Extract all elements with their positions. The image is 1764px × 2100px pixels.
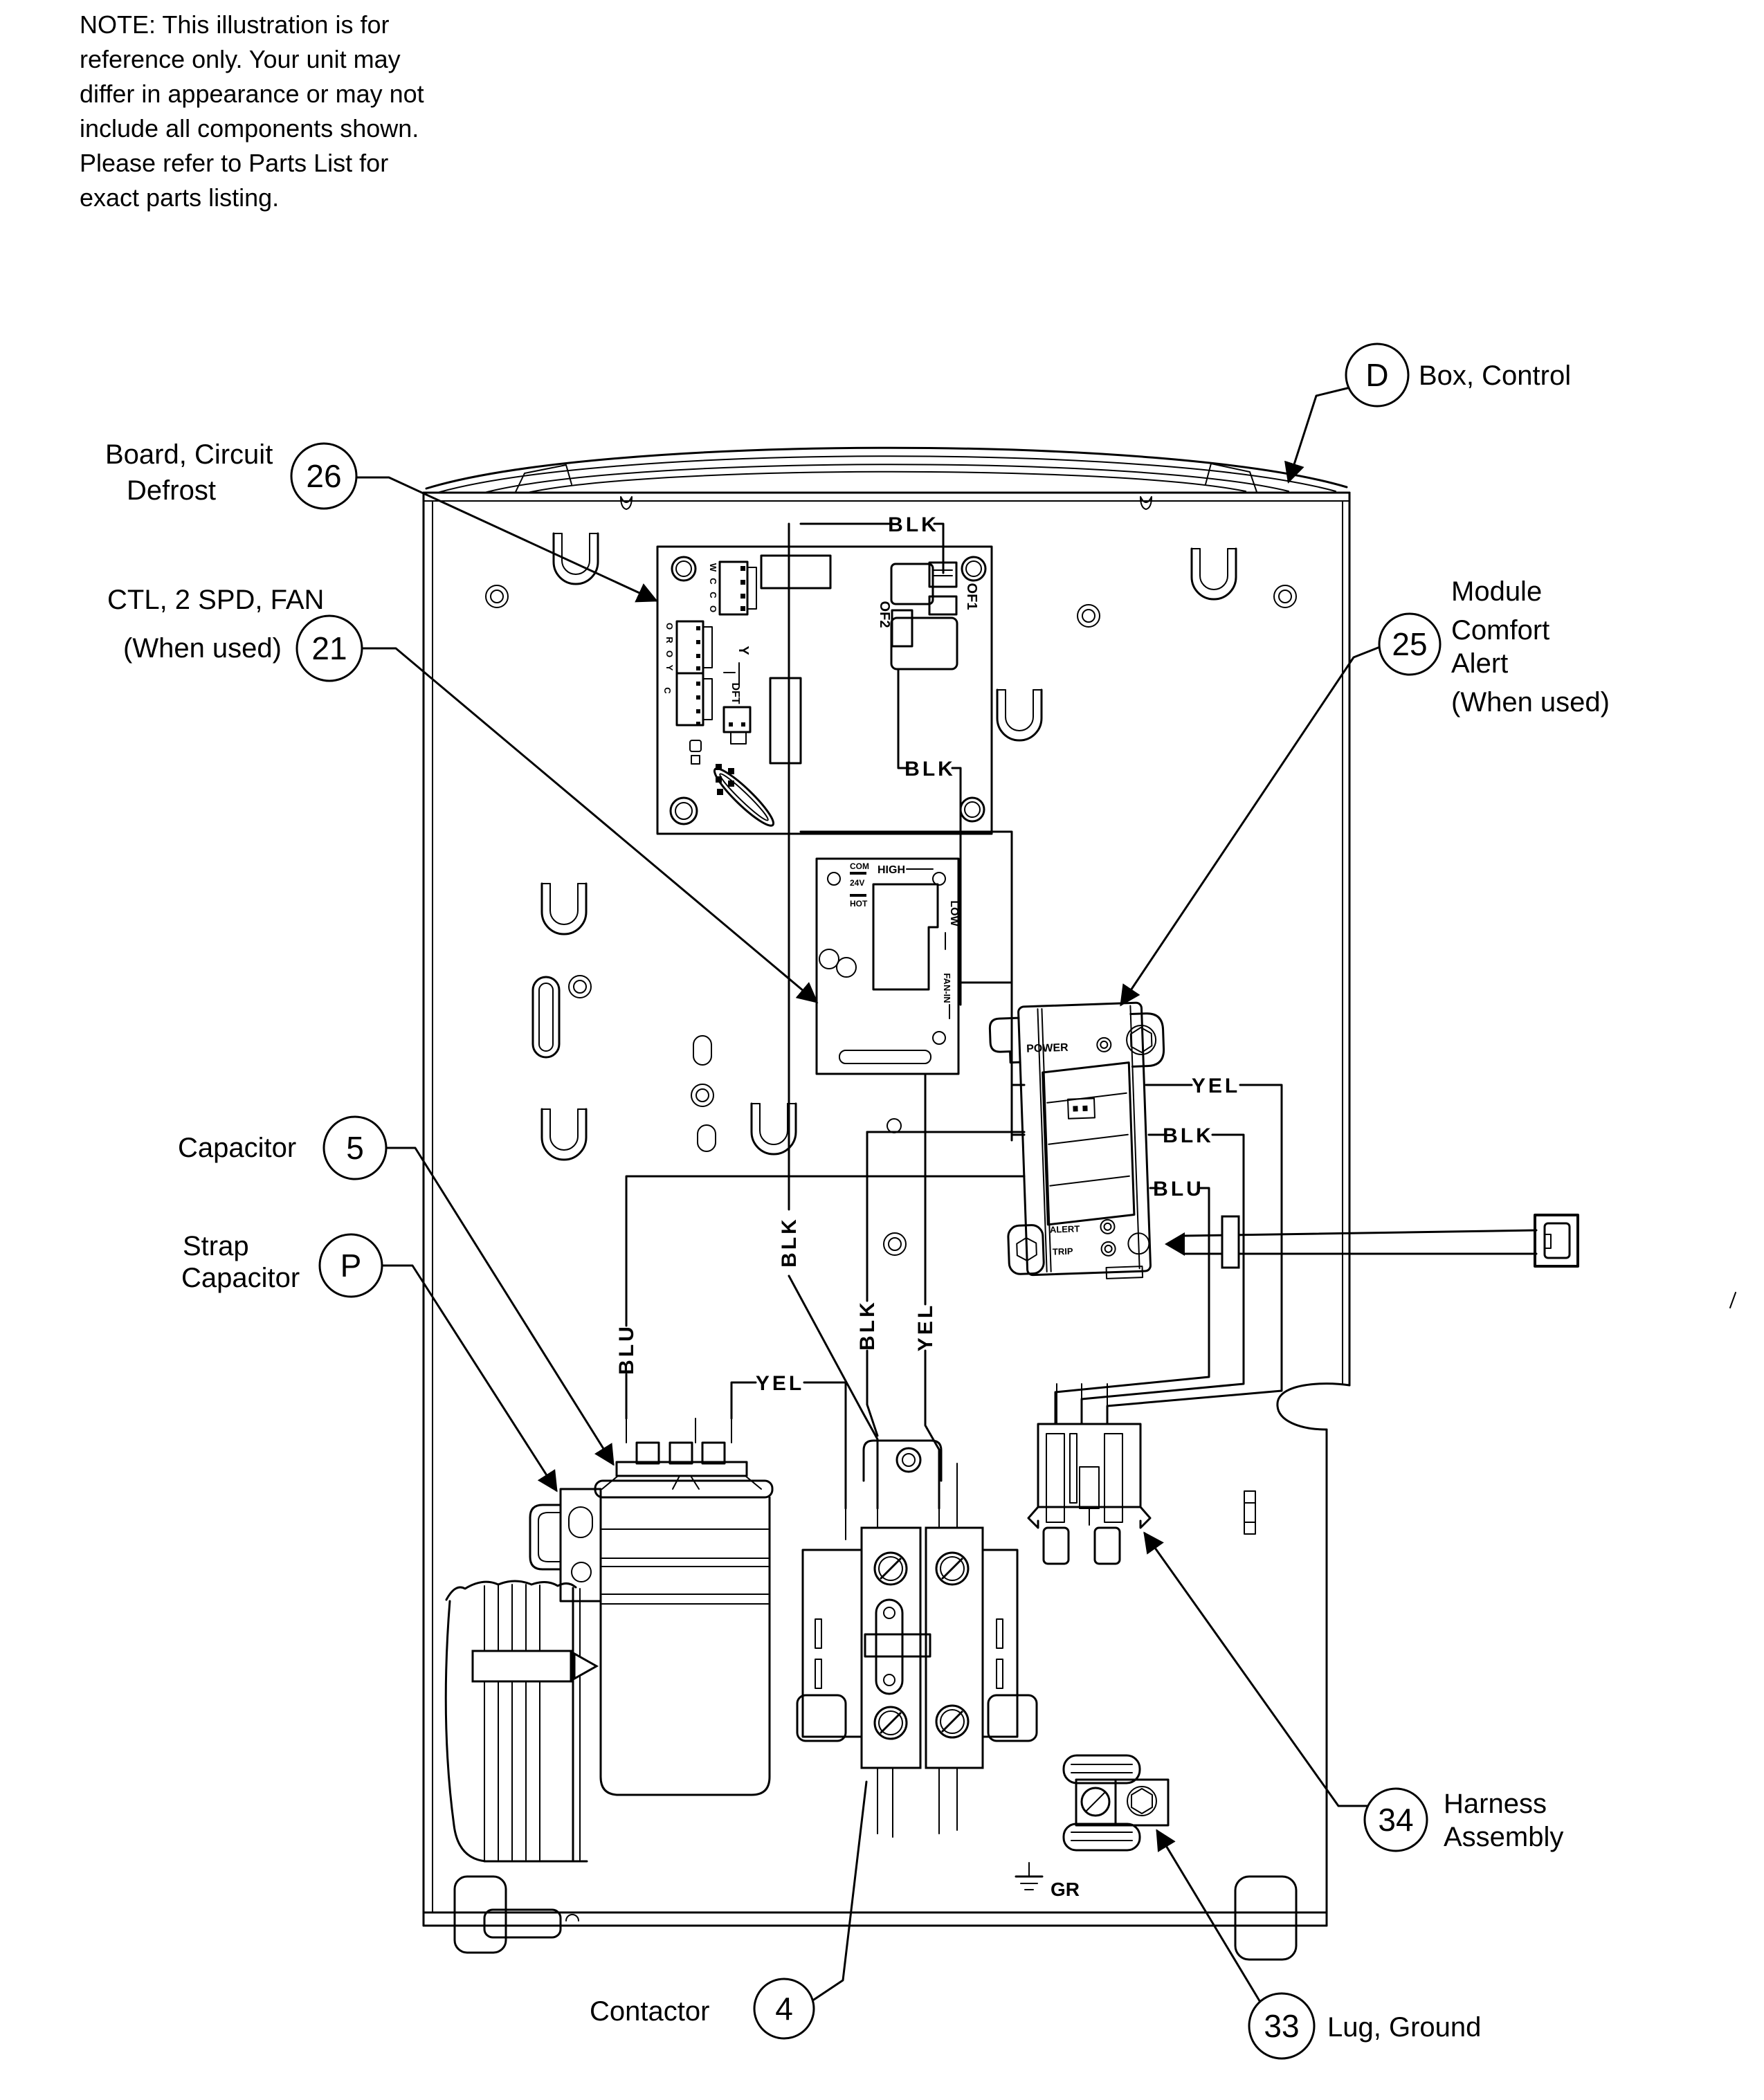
- contactor-screw: [875, 1707, 907, 1739]
- stadium-slot: [533, 977, 559, 1057]
- keyhole-slot: [997, 690, 1042, 740]
- contactor-screw: [936, 1706, 968, 1737]
- pin-label: Y: [664, 664, 675, 671]
- callout-label: Lug, Ground: [1327, 2012, 1482, 2043]
- fan-label-hot: HOT: [850, 899, 868, 909]
- relay-terminal: [892, 610, 912, 646]
- callout-contactor: [590, 1782, 866, 2038]
- ground-label: GR: [1051, 1879, 1080, 1900]
- note-line: include all components shown.: [80, 114, 419, 143]
- contactor-pole: [926, 1528, 983, 1768]
- wire-label-blk: BLK: [1163, 1124, 1214, 1147]
- callout-strap-capacitor: [181, 1231, 556, 1490]
- right-edge-notch: [1277, 1384, 1349, 1430]
- board-component: [724, 707, 750, 732]
- callout-ref: 33: [1264, 2008, 1300, 2044]
- pin-label: C: [708, 592, 718, 599]
- fan-label-low: LOW: [948, 900, 960, 926]
- wire-label-yel: YEL: [755, 1372, 805, 1395]
- capacitor-rim: [595, 1481, 772, 1497]
- trip-led: [1101, 1241, 1116, 1256]
- oval-slot: [698, 1125, 716, 1151]
- capacitor-terminal: [637, 1443, 659, 1463]
- top-tab: [1140, 497, 1152, 509]
- callout-harness: [1145, 1533, 1563, 1852]
- wire-label-blu: BLU: [1153, 1178, 1204, 1200]
- lug-body: [1076, 1780, 1168, 1825]
- note-block: [80, 10, 424, 212]
- board-label-dft: DFT: [729, 682, 741, 704]
- pin-label: O: [664, 650, 675, 658]
- strap-slot: [569, 1507, 592, 1537]
- wire-label-yel: YEL: [914, 1302, 937, 1352]
- small-hole: [887, 1119, 901, 1133]
- callout-label: (When used): [123, 633, 282, 664]
- fan-label-24v: 24V: [850, 878, 865, 888]
- plug-wing: [1140, 1507, 1150, 1528]
- board-jumper: [709, 763, 779, 831]
- keyhole-slot: [542, 1109, 586, 1160]
- box-foot: [1235, 1877, 1296, 1960]
- callout-box-control: [1289, 344, 1571, 482]
- board-slot: [839, 1050, 931, 1063]
- wire-label-blu: BLU: [615, 1324, 638, 1375]
- callout-ref: P: [340, 1248, 362, 1284]
- contactor-foot: [797, 1695, 846, 1741]
- plug-leg: [1095, 1528, 1120, 1564]
- wire-label-blk: BLK: [888, 513, 939, 536]
- stadium-slot-inner: [539, 983, 553, 1051]
- callout-ref: 21: [311, 630, 347, 666]
- note-line: differ in appearance or may not: [80, 80, 424, 108]
- module-connector: [1068, 1098, 1095, 1118]
- screw-hole: [691, 1084, 713, 1106]
- relay-label-of1: OF1: [964, 583, 979, 610]
- callout-label: Defrost: [127, 475, 216, 506]
- callout-label: Harness: [1444, 1789, 1547, 1819]
- module-clip: [990, 1018, 1020, 1063]
- plug-leg: [1044, 1528, 1069, 1564]
- capacitor-terminal: [670, 1443, 692, 1463]
- contactor-pole: [862, 1528, 920, 1768]
- plug-wing: [1028, 1507, 1038, 1528]
- fin-crossbar: [473, 1651, 571, 1681]
- alert-led: [1100, 1219, 1115, 1234]
- callout-label: CTL, 2 SPD, FAN: [107, 585, 325, 615]
- wire-label-blk: BLK: [856, 1299, 879, 1351]
- callout-label: Board, Circuit: [105, 439, 273, 470]
- wire-label-blk: BLK: [778, 1216, 801, 1268]
- module-label-power: POWER: [1026, 1041, 1069, 1055]
- module-ear: [1131, 1013, 1165, 1067]
- keyhole-slot: [554, 533, 598, 584]
- fan-label-high: HIGH: [878, 864, 905, 876]
- callout-label: Capacitor: [181, 1263, 300, 1293]
- board-component: [770, 678, 801, 763]
- fan-label-fan-in: FAN-IN: [942, 973, 952, 1003]
- harness-plug: [1028, 1384, 1150, 1564]
- box-foot: [455, 1877, 506, 1953]
- callout-comfort-module: [1121, 576, 1610, 1005]
- capacitor: [595, 1418, 772, 1795]
- note-line: Please refer to Parts List for: [80, 149, 389, 177]
- fan-label-com: COM: [850, 861, 869, 871]
- board-component: [761, 556, 830, 588]
- keyhole-slot: [1192, 549, 1236, 599]
- fan-control-board: [817, 859, 960, 1074]
- module-label-trip: TRIP: [1052, 1245, 1073, 1257]
- callout-ref: D: [1365, 357, 1389, 393]
- contactor-flange-left: [803, 1550, 862, 1737]
- pin-label: C: [662, 687, 673, 694]
- callout-label: Comfort: [1451, 615, 1550, 646]
- strap-clip: [530, 1505, 561, 1569]
- callout-label: Box, Control: [1419, 360, 1572, 391]
- ground-lug: [1016, 1755, 1168, 1900]
- capacitor-terminal: [702, 1443, 725, 1463]
- fin-arrow: [574, 1654, 597, 1679]
- callout-ground-lug: [1157, 1831, 1481, 2058]
- wiring: [615, 513, 1282, 1508]
- defrost-circuit-board: [657, 547, 992, 834]
- callout-defrost-board: [105, 439, 656, 601]
- fin-section: [446, 1581, 597, 1861]
- wire-label-blk: BLK: [904, 758, 956, 780]
- power-led: [1097, 1038, 1111, 1052]
- callout-ref: 4: [775, 1991, 793, 2027]
- callout-ref: 25: [1392, 626, 1428, 662]
- board-cutout: [873, 884, 938, 989]
- pin-label: O: [664, 622, 675, 630]
- callout-label: Capacitor: [178, 1133, 297, 1163]
- relay-label-of2: OF2: [877, 601, 892, 628]
- callout-label: Contactor: [590, 1996, 710, 2027]
- contactor: [797, 1441, 1037, 1837]
- note-line: NOTE: This illustration is for: [80, 10, 390, 39]
- screw-hole: [1078, 605, 1100, 627]
- comfort-alert-module: [989, 1002, 1172, 1282]
- note-line: exact parts listing.: [80, 183, 280, 212]
- callout-ref: 5: [346, 1130, 364, 1166]
- strap-hole: [572, 1562, 591, 1582]
- contactor-screw: [875, 1553, 907, 1585]
- contactor-screw: [936, 1553, 968, 1585]
- relay: [891, 564, 933, 604]
- contactor-foot: [988, 1695, 1037, 1741]
- callout-label: Strap: [183, 1231, 249, 1261]
- ground-symbol-icon: [1016, 1863, 1042, 1890]
- pin-label: O: [708, 605, 718, 613]
- note-line: reference only. Your unit may: [80, 45, 401, 73]
- top-tab: [621, 497, 632, 509]
- callout-ref: 34: [1378, 1802, 1414, 1838]
- capacitor-body: [601, 1497, 770, 1795]
- small-slot: [1244, 1491, 1255, 1534]
- screw-hole: [1274, 585, 1296, 608]
- callout-ref: 26: [306, 458, 342, 494]
- callouts: [105, 344, 1610, 2058]
- harness-clip: [1222, 1216, 1239, 1268]
- callout-label: Assembly: [1444, 1822, 1564, 1852]
- lug-strap: [1064, 1824, 1140, 1850]
- box-foot-bar: [484, 1910, 561, 1937]
- screw-hole: [486, 585, 508, 608]
- harness-arrow: [1165, 1232, 1185, 1256]
- board-label-y: Y: [736, 646, 751, 655]
- pin-label: C: [708, 578, 718, 585]
- screw-hole: [569, 976, 591, 998]
- callout-fan-ctl: [107, 585, 817, 1002]
- oval-slot: [693, 1036, 711, 1065]
- stray-mark: [1730, 1293, 1736, 1308]
- pin-label: W: [708, 563, 718, 572]
- keyhole-slot: [542, 884, 586, 934]
- module-label-alert: ALERT: [1049, 1223, 1080, 1235]
- wire-label-yel: YEL: [1191, 1075, 1241, 1097]
- relay: [891, 618, 957, 669]
- pin-label: R: [664, 637, 675, 643]
- callout-label: Module: [1451, 576, 1543, 607]
- foot-bump: [566, 1915, 579, 1921]
- callout-label: Alert: [1451, 648, 1509, 679]
- callout-label: (When used): [1451, 687, 1610, 718]
- screw-hole: [884, 1233, 906, 1255]
- harness-assembly: [1028, 1215, 1736, 1564]
